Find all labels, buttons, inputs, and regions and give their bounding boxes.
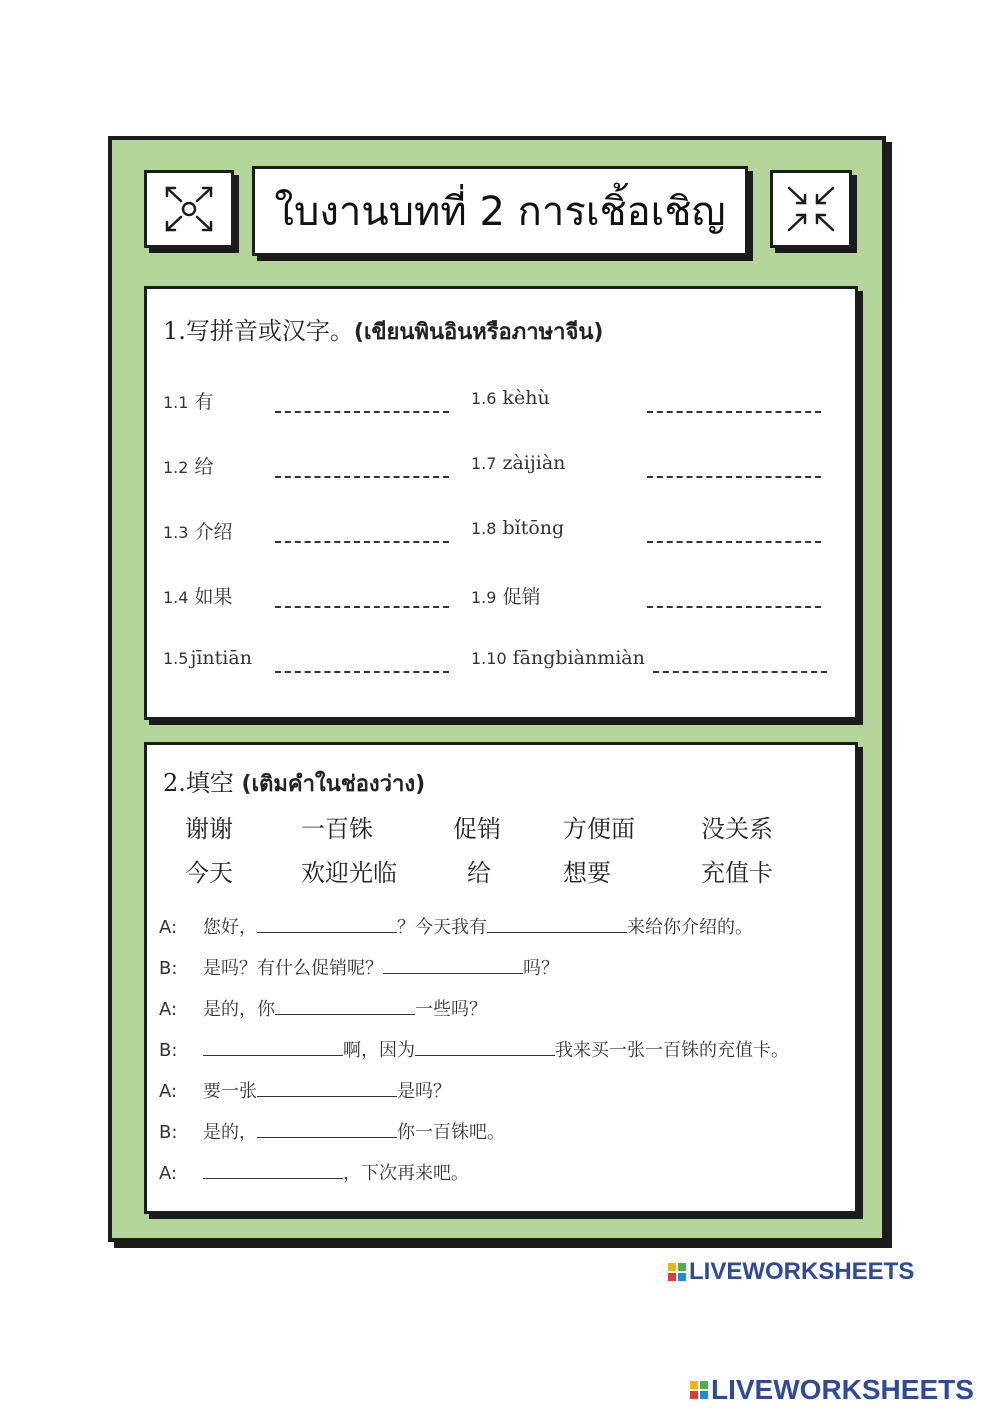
answer-input[interactable] xyxy=(275,476,449,478)
page-title-box xyxy=(252,166,748,256)
blank-input[interactable] xyxy=(203,1037,343,1056)
section-pinyin xyxy=(144,286,858,720)
page-title: ใบงานบทที่ 2 การเชิ้อเชิญ xyxy=(274,189,726,235)
logo-square xyxy=(700,1391,708,1399)
answer-input[interactable] xyxy=(647,541,821,543)
blank-input[interactable] xyxy=(203,1160,343,1179)
dialog-line: A: 您好， ？今天我有 来给你介绍的。 xyxy=(159,913,753,939)
section1-title-cn: 1.写拼音或汉字。 xyxy=(163,317,354,345)
answer-input[interactable] xyxy=(647,476,821,478)
logo-square xyxy=(678,1263,686,1271)
section1-title xyxy=(163,311,603,349)
word-bank-item: 充值卡 xyxy=(701,859,773,887)
logo-square xyxy=(668,1263,676,1271)
word-bank-item: 一百铢 xyxy=(301,815,373,843)
liveworksheets-logo xyxy=(668,1258,914,1286)
list-item: 1.7 zàijiàn xyxy=(471,452,566,474)
dialog-line: B: 是吗？有什么促销呢？ 吗？ xyxy=(159,954,559,980)
answer-input[interactable] xyxy=(653,671,827,673)
word-bank-item: 欢迎光临 xyxy=(301,859,397,887)
answer-input[interactable] xyxy=(647,606,821,608)
list-item: 1.3 介绍 xyxy=(163,521,233,543)
liveworksheets-footer-logo xyxy=(690,1374,974,1406)
list-item: 1.9 促销 xyxy=(471,586,541,608)
blank-input[interactable] xyxy=(257,1119,397,1138)
logo-text: LIVEWORKSHEETS xyxy=(711,1374,974,1405)
dialog-line: B: 啊，因为 我来买一张一百铢的充值卡。 xyxy=(159,1036,789,1062)
word-bank-item: 促销 xyxy=(453,815,501,843)
word-bank-item: 没关系 xyxy=(701,815,773,843)
section1-title-th: (เขียนพินอินหรือภาษาจีน) xyxy=(353,320,604,345)
answer-input[interactable] xyxy=(275,541,449,543)
list-item: 1.5 jīntiān xyxy=(163,647,252,669)
blank-input[interactable] xyxy=(415,1037,555,1056)
section-fill-blank xyxy=(144,742,858,1214)
logo-square xyxy=(690,1381,698,1389)
logo-square xyxy=(690,1391,698,1399)
word-bank-item: 谢谢 xyxy=(185,815,233,843)
answer-input[interactable] xyxy=(275,411,449,413)
list-item: 1.1 有 xyxy=(163,391,214,413)
section2-title xyxy=(163,763,425,801)
blank-input[interactable] xyxy=(275,996,415,1015)
word-bank-item: 给 xyxy=(467,859,491,887)
list-item: 1.6 kèhù xyxy=(471,387,550,409)
answer-input[interactable] xyxy=(647,411,821,413)
blank-input[interactable] xyxy=(257,1078,397,1097)
dialog-line: A: 要一张 是吗？ xyxy=(159,1077,451,1103)
list-item: 1.10 fāngbiànmiàn xyxy=(471,647,645,669)
word-bank-item: 今天 xyxy=(185,859,233,887)
section2-title-th: (เติมคำในช่องว่าง) xyxy=(241,772,426,797)
blank-input[interactable] xyxy=(487,914,627,933)
dialog-line: A: ，下次再来吧。 xyxy=(159,1159,469,1185)
list-item: 1.2 给 xyxy=(163,456,214,478)
logo-text: LIVEWORKSHEETS xyxy=(689,1258,915,1285)
logo-square xyxy=(678,1273,686,1281)
blank-input[interactable] xyxy=(383,955,523,974)
logo-mark-icon xyxy=(690,1381,708,1399)
list-item: 1.4 如果 xyxy=(163,586,233,608)
expand-arrows-icon xyxy=(144,170,234,248)
collapse-arrows-icon xyxy=(770,170,852,248)
logo-square xyxy=(668,1273,676,1281)
logo-mark-icon xyxy=(668,1263,686,1281)
section2-title-cn: 2.填空 xyxy=(163,769,234,797)
dialog-line: A: 是的，你 一些吗？ xyxy=(159,995,487,1021)
list-item: 1.8 bǐtōng xyxy=(471,517,565,539)
logo-square xyxy=(700,1381,708,1389)
word-bank-item: 想要 xyxy=(563,859,611,887)
answer-input[interactable] xyxy=(275,671,449,673)
word-bank-item: 方便面 xyxy=(563,815,635,843)
dialog-line: B: 是的， 你一百铢吧。 xyxy=(159,1118,505,1144)
answer-input[interactable] xyxy=(275,606,449,608)
blank-input[interactable] xyxy=(257,914,397,933)
worksheet-frame xyxy=(108,136,886,1242)
